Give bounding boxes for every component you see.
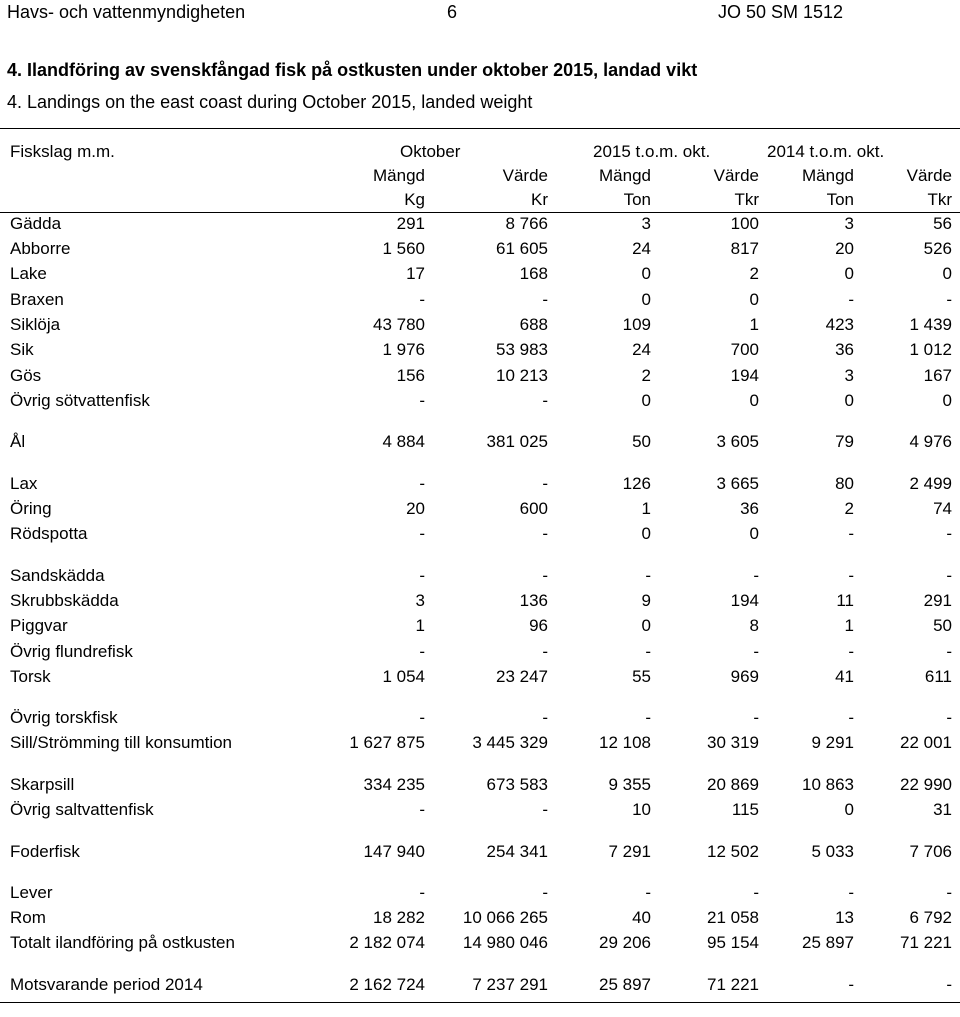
value-cell: 1 — [415, 616, 425, 635]
value-cell: 25 897 — [802, 933, 854, 952]
value-cell: 9 — [641, 591, 651, 610]
group-header-2014-ytd: 2014 t.o.m. okt. — [767, 142, 885, 161]
value-cell: - — [542, 524, 548, 543]
species-label: Lake — [10, 264, 47, 283]
value-cell: - — [542, 883, 548, 902]
measure-header: Mängd — [599, 166, 651, 185]
value-cell: 1 — [844, 616, 854, 635]
value-cell: 147 940 — [363, 842, 425, 861]
value-cell: - — [753, 883, 759, 902]
species-label: Piggvar — [10, 616, 68, 635]
value-cell: 7 291 — [608, 842, 651, 861]
species-label: Foderfisk — [10, 842, 80, 861]
value-cell: - — [419, 642, 425, 661]
value-cell: 0 — [641, 616, 651, 635]
value-cell: 0 — [942, 264, 952, 283]
species-label: Skrubbskädda — [10, 591, 119, 610]
value-cell: 0 — [641, 524, 651, 543]
value-cell: 12 108 — [599, 733, 651, 752]
species-label: Motsvarande period 2014 — [10, 975, 203, 994]
value-cell: - — [946, 566, 952, 585]
species-label: Braxen — [10, 290, 64, 309]
value-cell: 1 012 — [909, 340, 952, 359]
value-cell: 8 — [749, 616, 759, 635]
value-cell: 2 — [844, 499, 854, 518]
value-cell: - — [946, 290, 952, 309]
value-cell: 0 — [641, 264, 651, 283]
value-cell: 167 — [923, 366, 952, 385]
value-cell: 3 — [844, 366, 854, 385]
value-cell: - — [645, 708, 651, 727]
value-cell: 43 780 — [373, 315, 425, 334]
value-cell: 18 282 — [373, 908, 425, 927]
species-label: Övrig sötvattenfisk — [10, 391, 150, 410]
value-cell: 291 — [923, 591, 952, 610]
value-cell: 156 — [396, 366, 425, 385]
value-cell: 1 976 — [382, 340, 425, 359]
value-cell: 1 — [641, 499, 651, 518]
value-cell: - — [645, 566, 651, 585]
value-cell: 0 — [844, 800, 854, 819]
value-cell: - — [542, 474, 548, 493]
value-cell: - — [419, 708, 425, 727]
value-cell: - — [419, 391, 425, 410]
value-cell: 2 — [641, 366, 651, 385]
value-cell: 3 — [844, 214, 854, 233]
group-header-october: Oktober — [400, 142, 461, 161]
value-cell: 74 — [933, 499, 952, 518]
value-cell: 9 355 — [608, 775, 651, 794]
value-cell: 41 — [835, 667, 854, 686]
species-label: Lax — [10, 474, 38, 493]
value-cell: 0 — [942, 391, 952, 410]
species-label: Öring — [10, 499, 52, 518]
value-cell: 79 — [835, 432, 854, 451]
value-cell: 4 976 — [909, 432, 952, 451]
value-cell: 194 — [730, 591, 759, 610]
value-cell: - — [542, 290, 548, 309]
value-cell: 80 — [835, 474, 854, 493]
value-cell: 0 — [844, 391, 854, 410]
value-cell: 0 — [641, 391, 651, 410]
value-cell: 71 221 — [900, 933, 952, 952]
value-cell: 1 439 — [909, 315, 952, 334]
unit-header: Tkr — [734, 190, 759, 209]
value-cell: - — [753, 642, 759, 661]
value-cell: 334 235 — [363, 775, 425, 794]
value-cell: - — [645, 883, 651, 902]
value-cell: 168 — [519, 264, 548, 283]
value-cell: 24 — [632, 340, 651, 359]
species-label: Övrig flundrefisk — [10, 642, 133, 661]
value-cell: - — [946, 883, 952, 902]
value-cell: 14 980 046 — [462, 933, 548, 952]
measure-header: Värde — [502, 166, 548, 185]
value-cell: 700 — [730, 340, 759, 359]
group-header-2015-ytd: 2015 t.o.m. okt. — [593, 142, 711, 161]
value-cell: - — [848, 566, 854, 585]
value-cell: 291 — [396, 214, 425, 233]
species-label: Sill/Strömming till konsumtion — [10, 733, 233, 752]
species-label: Totalt ilandföring på ostkusten — [10, 933, 235, 952]
page-number: 6 — [447, 2, 458, 22]
species-label: Rödspotta — [10, 524, 88, 543]
measure-header: Mängd — [802, 166, 854, 185]
value-cell: 61 605 — [496, 239, 548, 258]
value-cell: - — [753, 708, 759, 727]
value-cell: - — [419, 474, 425, 493]
measure-header: Mängd — [373, 166, 425, 185]
value-cell: 29 206 — [599, 933, 651, 952]
value-cell: 53 983 — [496, 340, 548, 359]
value-cell: 109 — [622, 315, 651, 334]
value-cell: 0 — [749, 391, 759, 410]
value-cell: 6 792 — [909, 908, 952, 927]
value-cell: 136 — [519, 591, 548, 610]
value-cell: 0 — [641, 290, 651, 309]
value-cell: 12 502 — [707, 842, 759, 861]
value-cell: 7 706 — [909, 842, 952, 861]
value-cell: 50 — [933, 616, 952, 635]
species-label: Sandskädda — [10, 566, 105, 585]
value-cell: 1 627 875 — [349, 733, 425, 752]
table-bottom-rule — [0, 1002, 960, 1003]
table-title-swedish: 4. Ilandföring av svenskfångad fisk på ostkusten under oktober 2015, landad vikt — [7, 60, 698, 80]
value-cell: 126 — [622, 474, 651, 493]
species-label: Abborre — [10, 239, 71, 258]
value-cell: - — [848, 883, 854, 902]
value-cell: - — [419, 566, 425, 585]
value-cell: 2 499 — [909, 474, 952, 493]
value-cell: - — [946, 975, 952, 994]
value-cell: 3 445 329 — [472, 733, 548, 752]
value-cell: 23 247 — [496, 667, 548, 686]
value-cell: - — [419, 290, 425, 309]
species-label: Lever — [10, 883, 53, 902]
value-cell: 423 — [825, 315, 854, 334]
table-title-english: 4. Landings on the east coast during October 2015, landed weight — [7, 92, 533, 112]
value-cell: - — [848, 975, 854, 994]
value-cell: 17 — [406, 264, 425, 283]
unit-header: Tkr — [927, 190, 952, 209]
value-cell: 36 — [835, 340, 854, 359]
value-cell: 10 — [632, 800, 651, 819]
value-cell: 3 665 — [716, 474, 759, 493]
value-cell: 4 884 — [382, 432, 425, 451]
unit-header: Kg — [404, 190, 425, 209]
value-cell: 20 — [835, 239, 854, 258]
value-cell: 2 — [749, 264, 759, 283]
value-cell: 0 — [749, 290, 759, 309]
value-cell: 96 — [529, 616, 548, 635]
value-cell: - — [542, 708, 548, 727]
species-label: Gädda — [10, 214, 62, 233]
value-cell: 71 221 — [707, 975, 759, 994]
value-cell: 22 001 — [900, 733, 952, 752]
value-cell: 0 — [844, 264, 854, 283]
unit-header: Ton — [623, 190, 651, 209]
value-cell: 688 — [519, 315, 548, 334]
value-cell: 11 — [836, 591, 854, 610]
value-cell: 31 — [933, 800, 952, 819]
value-cell: 55 — [632, 667, 651, 686]
series-code: JO 50 SM 1512 — [718, 2, 844, 22]
value-cell: 5 033 — [811, 842, 854, 861]
species-label: Övrig torskfisk — [10, 708, 118, 727]
value-cell: 10 213 — [496, 366, 548, 385]
species-label: Gös — [10, 366, 42, 385]
value-cell: 3 605 — [716, 432, 759, 451]
value-cell: - — [419, 524, 425, 543]
value-cell: 9 291 — [811, 733, 854, 752]
value-cell: 20 — [406, 499, 425, 518]
species-label: Ål — [10, 432, 26, 451]
value-cell: - — [542, 391, 548, 410]
unit-header: Kr — [531, 190, 548, 209]
value-cell: 36 — [740, 499, 759, 518]
value-cell: 381 025 — [486, 432, 548, 451]
value-cell: 95 154 — [707, 933, 759, 952]
species-label: Sik — [10, 340, 34, 359]
value-cell: 24 — [632, 239, 651, 258]
value-cell: 600 — [519, 499, 548, 518]
value-cell: 3 — [641, 214, 651, 233]
value-cell: 2 162 724 — [349, 975, 425, 994]
value-cell: 817 — [730, 239, 759, 258]
value-cell: 969 — [730, 667, 759, 686]
header-bottom-rule — [0, 212, 960, 213]
value-cell: - — [848, 642, 854, 661]
value-cell: 8 766 — [505, 214, 548, 233]
value-cell: - — [848, 290, 854, 309]
value-cell: 20 869 — [707, 775, 759, 794]
species-label: Övrig saltvattenfisk — [10, 800, 154, 819]
species-label: Torsk — [10, 667, 51, 686]
value-cell: - — [542, 566, 548, 585]
value-cell: - — [419, 800, 425, 819]
value-cell: 1 560 — [382, 239, 425, 258]
measure-header: Värde — [906, 166, 952, 185]
value-cell: - — [946, 524, 952, 543]
value-cell: 3 — [415, 591, 425, 610]
value-cell: - — [542, 642, 548, 661]
species-label: Rom — [10, 908, 46, 927]
value-cell: 0 — [749, 524, 759, 543]
value-cell: 1 054 — [382, 667, 425, 686]
value-cell: - — [848, 708, 854, 727]
agency-name: Havs- och vattenmyndigheten — [7, 2, 246, 22]
measure-header: Värde — [713, 166, 759, 185]
value-cell: - — [645, 642, 651, 661]
species-label: Siklöja — [10, 315, 61, 334]
value-cell: - — [753, 566, 759, 585]
value-cell: 50 — [632, 432, 651, 451]
value-cell: - — [946, 708, 952, 727]
value-cell: 1 — [749, 315, 759, 334]
value-cell: 115 — [731, 800, 759, 819]
table-top-rule — [0, 128, 960, 129]
value-cell: - — [946, 642, 952, 661]
value-cell: 526 — [923, 239, 952, 258]
value-cell: 21 058 — [707, 908, 759, 927]
value-cell: 56 — [933, 214, 952, 233]
value-cell: - — [848, 524, 854, 543]
value-cell: 10 863 — [802, 775, 854, 794]
value-cell: 13 — [835, 908, 854, 927]
value-cell: 10 066 265 — [462, 908, 548, 927]
value-cell: 673 583 — [486, 775, 548, 794]
value-cell: 100 — [730, 214, 759, 233]
species-label: Skarpsill — [10, 775, 75, 794]
value-cell: 22 990 — [900, 775, 952, 794]
value-cell: 40 — [632, 908, 651, 927]
species-column-header: Fiskslag m.m. — [10, 142, 115, 161]
value-cell: 30 319 — [707, 733, 759, 752]
value-cell: - — [542, 800, 548, 819]
value-cell: 611 — [924, 667, 952, 686]
value-cell: 7 237 291 — [472, 975, 548, 994]
value-cell: - — [419, 883, 425, 902]
value-cell: 25 897 — [599, 975, 651, 994]
unit-header: Ton — [826, 190, 854, 209]
value-cell: 2 182 074 — [349, 933, 425, 952]
value-cell: 194 — [730, 366, 759, 385]
value-cell: 254 341 — [486, 842, 548, 861]
